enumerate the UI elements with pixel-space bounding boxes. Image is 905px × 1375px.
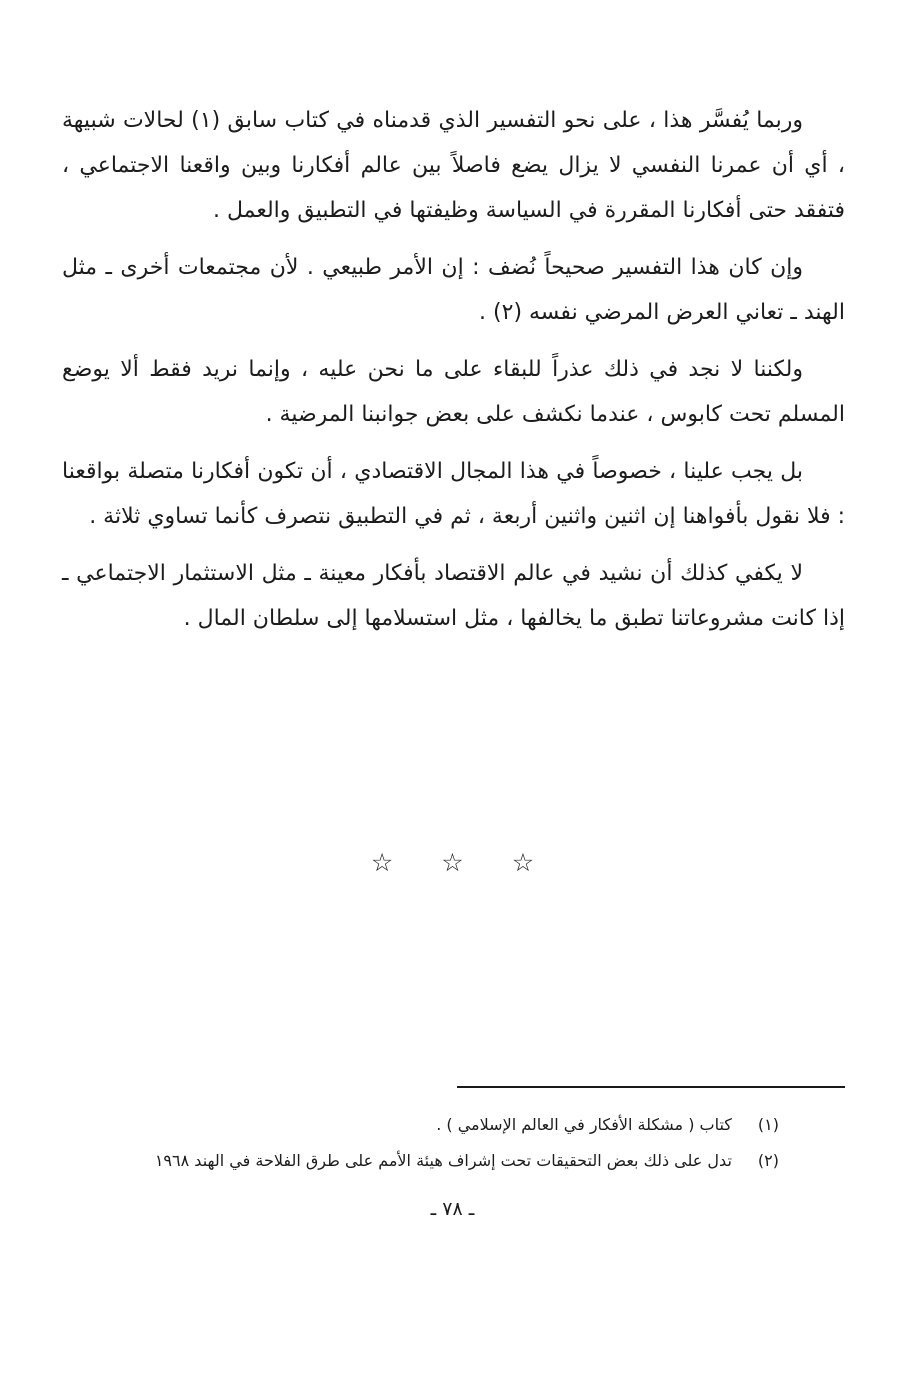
footnote-text: كتاب ( مشكلة الأفكار في العالم الإسلامي ) . — [436, 1115, 732, 1134]
star-icon: ☆ — [441, 848, 464, 877]
star-icon: ☆ — [511, 848, 535, 877]
footnote-text: تدل على ذلك بعض التحقيقات تحت إشراف هيئة الأمم على طرق الفلاحة في الهند ١٩٦٨ — [154, 1151, 732, 1170]
star-icon: ☆ — [370, 848, 394, 877]
main-text-block — [62, 98, 845, 653]
footnote-number: (٢) — [757, 1151, 779, 1170]
paragraph-2: وإن كان هذا التفسير صحيحاً نُضف : إن الأمر طبيعي . لأن مجتمعات أخرى ـ مثل الهند ـ تعاني العرض المرضي نفسه (٢) . — [62, 255, 845, 325]
footnote-separator-rule — [457, 1086, 845, 1088]
footnote-number: (١) — [757, 1115, 779, 1134]
section-divider — [0, 848, 905, 877]
page-number: ـ ٧٨ ـ — [430, 1198, 475, 1220]
footnote-2 — [62, 1146, 845, 1176]
paragraph-5: لا يكفي كذلك أن نشيد في عالم الاقتصاد بأفكار معينة ـ مثل الاستثمار الاجتماعي ـ إذا كانت مشروعاتنا تطبق ما يخالفها ، مثل استسلامها إلى سلطان المال . — [62, 561, 845, 631]
paragraph-4: بل يجب علينا ، خصوصاً في هذا المجال الاقتصادي ، أن تكون أفكارنا متصلة بواقعنا : فلا نقول بأفواهنا إن اثنين واثنين أربعة ، ثم في التطبيق نتصرف كأنما تساوي ثلاثة . — [62, 459, 845, 529]
paragraph-3: ولكننا لا نجد في ذلك عذراً للبقاء على ما نحن عليه ، وإنما نريد فقط ألا يوضع المسلم تحت كابوس ، عندما نكشف على بعض جوانبنا المرضية . — [62, 357, 845, 427]
footnote-1 — [62, 1110, 845, 1140]
paragraph-1: وربما يُفسَّر هذا ، على نحو التفسير الذي قدمناه في كتاب سابق (١) لحالات شبيهة ، أي أن عمرنا النفسي لا يزال يضع فاصلاً بين عالم أفكارنا وبين واقعنا الاجتماعي ، فتفقد حتى أفكارنا المقررة في السياسة وظيفتها في التطبيق والعمل . — [62, 108, 845, 223]
footnote-area — [62, 1086, 845, 1182]
